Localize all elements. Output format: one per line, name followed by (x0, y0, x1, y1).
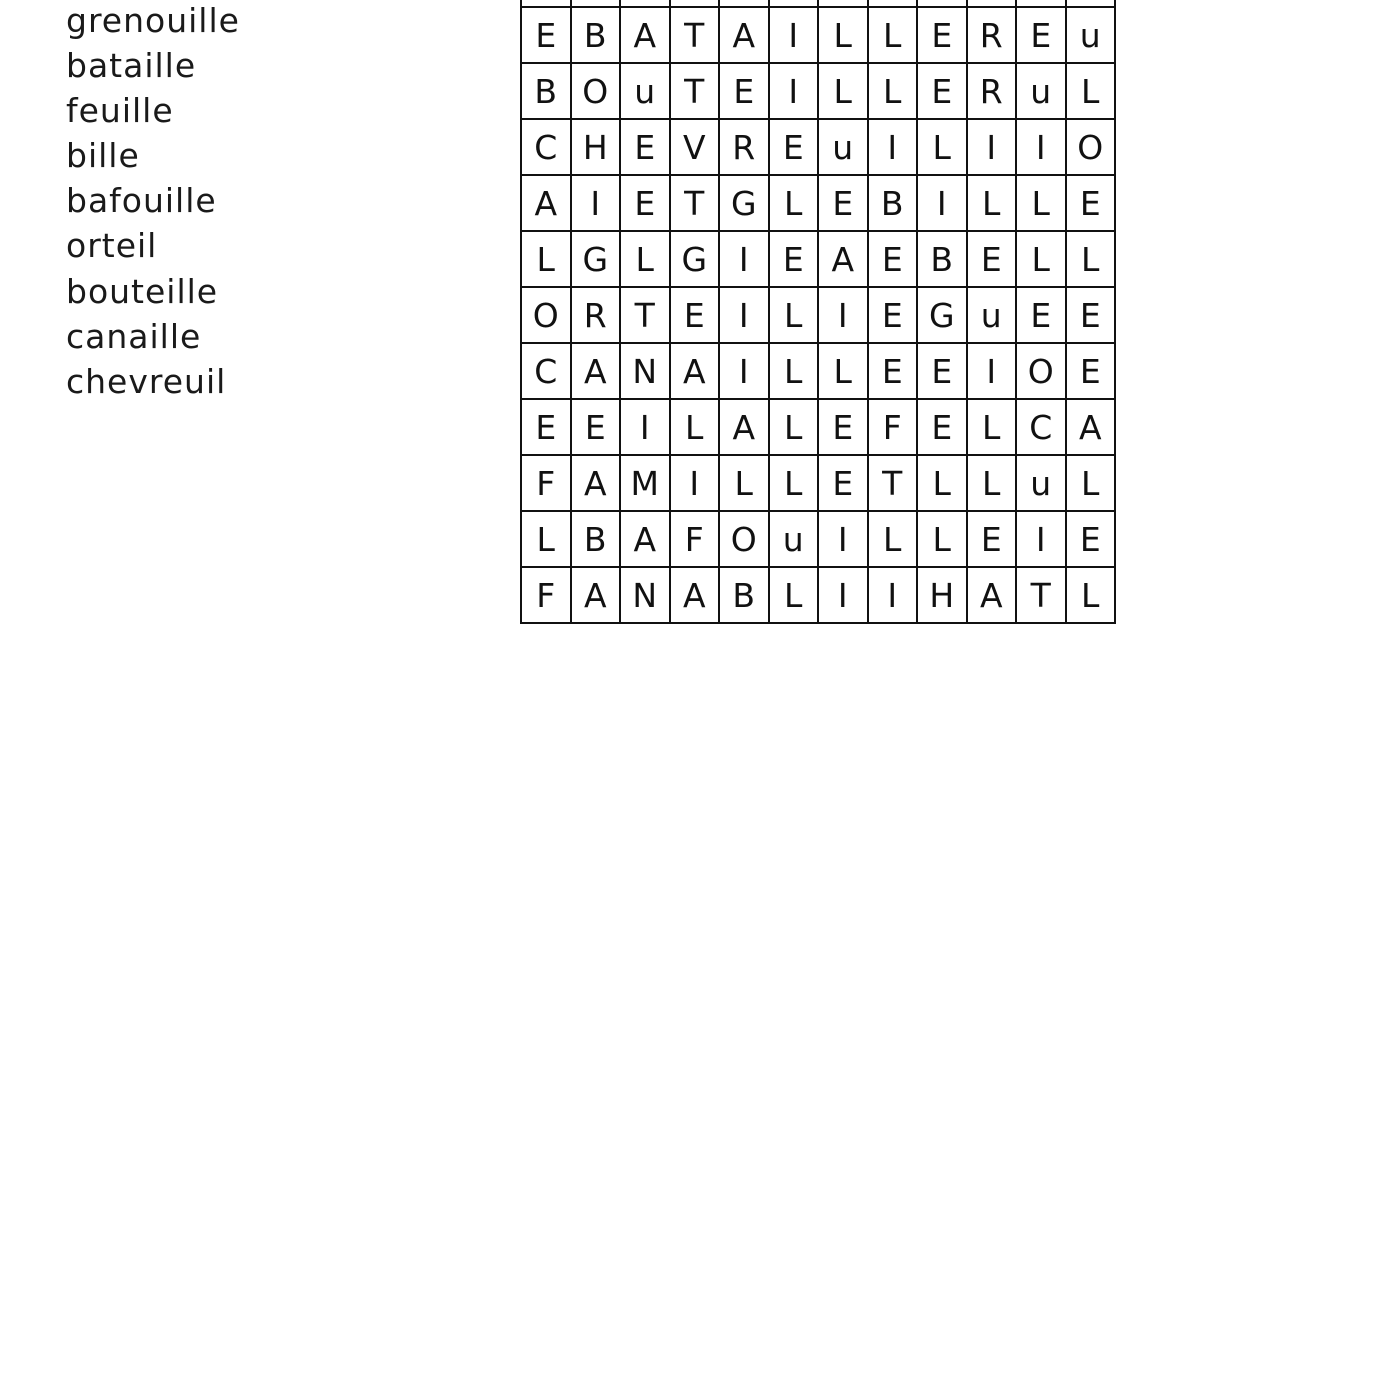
word-item: bille (66, 136, 140, 176)
grid-cell: B (719, 567, 769, 623)
grid-cell: I (1016, 119, 1066, 175)
grid-cell: A (521, 175, 571, 231)
grid-row (521, 0, 1115, 7)
grid-row (521, 399, 1115, 455)
grid-cell: E (818, 399, 868, 455)
grid-cell: A (670, 567, 720, 623)
grid-cell: G (571, 231, 621, 287)
grid-cell: T (670, 175, 720, 231)
grid-row (521, 175, 1115, 231)
grid-cell: A (571, 343, 621, 399)
grid-cell: E (917, 343, 967, 399)
grid-cell: L (868, 7, 918, 63)
grid-cell: M (620, 455, 670, 511)
grid-cell: A (571, 455, 621, 511)
grid-cell: T (868, 455, 918, 511)
grid-cell: N (620, 343, 670, 399)
grid-row (521, 343, 1115, 399)
grid-cell: H (571, 119, 621, 175)
grid-cell (769, 0, 819, 7)
grid-cell: L (818, 7, 868, 63)
grid-cell: T (620, 287, 670, 343)
word-search-grid (520, 0, 1116, 624)
word-item: bouteille (66, 271, 219, 311)
grid-cell: E (967, 511, 1017, 567)
grid-cell: E (868, 287, 918, 343)
word-list (66, 0, 240, 404)
grid-cell: E (1016, 287, 1066, 343)
grid-cell: G (719, 175, 769, 231)
grid-cell: C (521, 119, 571, 175)
word-item: bafouille (66, 181, 217, 221)
grid-cell (521, 0, 571, 7)
grid-cell: G (917, 287, 967, 343)
grid-row (521, 119, 1115, 175)
grid-cell: E (1016, 7, 1066, 63)
grid-cell: I (620, 399, 670, 455)
grid-cell (670, 0, 720, 7)
grid-cell: E (967, 231, 1017, 287)
grid-cell: I (769, 63, 819, 119)
word-item: grenouille (66, 1, 240, 40)
grid-cell: B (571, 511, 621, 567)
grid-row (521, 511, 1115, 567)
grid-cell: T (1016, 567, 1066, 623)
grid-cell: H (917, 567, 967, 623)
grid-cell (1066, 0, 1116, 7)
word-item: chevreuil (66, 361, 227, 401)
grid-cell: I (670, 455, 720, 511)
grid-cell: A (670, 343, 720, 399)
grid-cell (967, 0, 1017, 7)
grid-cell: I (868, 567, 918, 623)
grid-cell: F (521, 567, 571, 623)
grid-cell: L (1066, 567, 1116, 623)
grid-cell: L (769, 455, 819, 511)
grid-cell: E (571, 399, 621, 455)
grid-cell: E (1066, 343, 1116, 399)
grid-cell (868, 0, 918, 7)
grid-cell: R (719, 119, 769, 175)
grid-cell: C (1016, 399, 1066, 455)
grid-cell: F (670, 511, 720, 567)
grid-cell: O (719, 511, 769, 567)
grid-row (521, 63, 1115, 119)
grid-cell (571, 0, 621, 7)
grid-cell: O (1066, 119, 1116, 175)
grid-cell: L (967, 399, 1017, 455)
word-item: orteil (66, 226, 158, 266)
grid-cell: R (967, 63, 1017, 119)
grid-cell: O (571, 63, 621, 119)
grid-cell: L (1016, 175, 1066, 231)
grid-cell: I (719, 343, 769, 399)
grid-cell: I (571, 175, 621, 231)
grid-cell: u (818, 119, 868, 175)
word-item: canaille (66, 316, 202, 356)
grid-cell: I (967, 119, 1017, 175)
grid-row (521, 287, 1115, 343)
grid-body (521, 0, 1115, 623)
grid-cell (917, 0, 967, 7)
grid-cell: I (818, 511, 868, 567)
grid-cell: E (818, 455, 868, 511)
grid-cell: L (719, 455, 769, 511)
grid-row (521, 567, 1115, 623)
grid-cell: E (769, 231, 819, 287)
grid-cell: B (571, 7, 621, 63)
grid-cell: L (769, 399, 819, 455)
grid-cell: A (967, 567, 1017, 623)
grid-cell: L (868, 511, 918, 567)
grid-cell: E (868, 231, 918, 287)
grid-cell: A (571, 567, 621, 623)
grid-row (521, 455, 1115, 511)
grid-cell: I (719, 231, 769, 287)
grid-cell: L (769, 343, 819, 399)
grid-cell: L (1016, 231, 1066, 287)
grid-cell: E (719, 63, 769, 119)
grid-cell: u (1016, 455, 1066, 511)
grid-cell: L (620, 231, 670, 287)
grid-cell: L (1066, 455, 1116, 511)
grid-cell: I (967, 343, 1017, 399)
grid-cell: O (521, 287, 571, 343)
grid-cell: L (868, 63, 918, 119)
grid-cell: L (818, 63, 868, 119)
grid-cell: u (769, 511, 819, 567)
grid-cell: L (917, 455, 967, 511)
grid-cell: O (1016, 343, 1066, 399)
grid-cell: I (868, 119, 918, 175)
grid-cell: L (967, 175, 1017, 231)
grid-cell: A (1066, 399, 1116, 455)
grid-cell: A (719, 399, 769, 455)
grid-cell: B (521, 63, 571, 119)
grid-cell: L (917, 119, 967, 175)
grid-cell: E (1066, 511, 1116, 567)
grid-cell: u (1066, 7, 1116, 63)
grid-cell: L (1066, 231, 1116, 287)
grid-cell: E (1066, 287, 1116, 343)
grid-cell: E (868, 343, 918, 399)
grid-cell: A (620, 7, 670, 63)
grid-cell: L (769, 175, 819, 231)
grid-cell: E (818, 175, 868, 231)
grid-cell: A (818, 231, 868, 287)
grid-cell: L (818, 343, 868, 399)
grid-cell: I (818, 567, 868, 623)
grid-cell: L (769, 567, 819, 623)
grid-cell: I (818, 287, 868, 343)
grid-cell: T (670, 63, 720, 119)
grid-cell: E (917, 63, 967, 119)
grid-cell: F (521, 455, 571, 511)
grid-cell: E (521, 399, 571, 455)
grid-cell: L (917, 511, 967, 567)
grid-cell: E (917, 7, 967, 63)
grid-cell: T (670, 7, 720, 63)
word-item: bataille (66, 46, 197, 86)
grid-cell (719, 0, 769, 7)
grid-cell: C (521, 343, 571, 399)
grid-cell: I (917, 175, 967, 231)
grid-cell: E (769, 119, 819, 175)
grid-cell: B (917, 231, 967, 287)
grid-cell: L (521, 231, 571, 287)
grid-cell: I (719, 287, 769, 343)
grid-cell: E (1066, 175, 1116, 231)
grid-cell (818, 0, 868, 7)
grid-cell: N (620, 567, 670, 623)
grid-cell (1016, 0, 1066, 7)
grid-cell: R (571, 287, 621, 343)
grid-cell: I (1016, 511, 1066, 567)
grid-cell: E (521, 7, 571, 63)
grid-cell: L (967, 455, 1017, 511)
grid-cell: F (868, 399, 918, 455)
grid-cell: E (620, 119, 670, 175)
grid-cell: A (620, 511, 670, 567)
grid-cell: L (521, 511, 571, 567)
grid-cell: E (620, 175, 670, 231)
grid-cell: I (769, 7, 819, 63)
grid-cell (620, 0, 670, 7)
grid-cell: L (670, 399, 720, 455)
word-item: feuille (66, 91, 174, 131)
grid-cell: G (670, 231, 720, 287)
grid-cell: L (769, 287, 819, 343)
grid-row (521, 7, 1115, 63)
grid-cell: u (967, 287, 1017, 343)
grid-cell: B (868, 175, 918, 231)
grid-cell: E (670, 287, 720, 343)
grid-cell: L (1066, 63, 1116, 119)
grid-cell: u (1016, 63, 1066, 119)
grid-cell: u (620, 63, 670, 119)
grid-cell: V (670, 119, 720, 175)
grid-row (521, 231, 1115, 287)
grid-cell: A (719, 7, 769, 63)
grid-cell: E (917, 399, 967, 455)
grid-cell: R (967, 7, 1017, 63)
